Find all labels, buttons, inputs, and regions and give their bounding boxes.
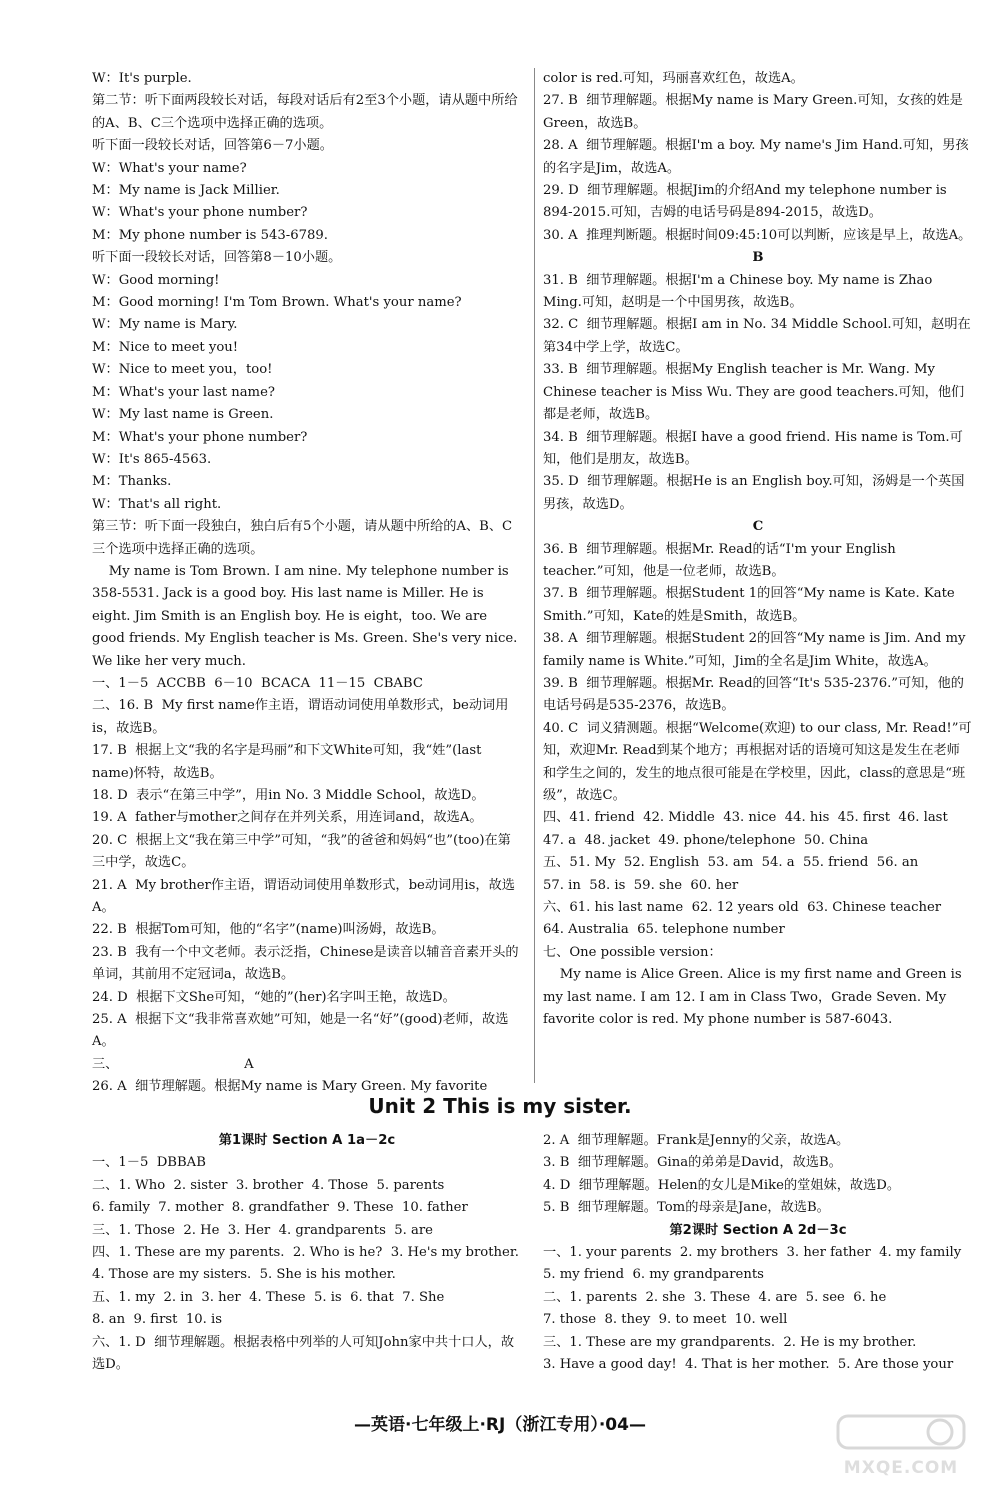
answer-line: 21. A My brother作主语，谓语动词使用单数形式，be动词用is，故选A。 [92,877,515,916]
answer-line: 39. B 细节理解题。根据Mr. Read的回答“It's 535-2376.”可知，他的电话号码是535-2376，故选B。 [543,675,964,714]
answer-line: 8. an 9. first 10. is [92,1312,222,1328]
answer-line: 五、51. My 52. English 53. am 54. a 55. friend 56. an [543,855,919,871]
answer-line: 27. B 细节理解题。根据My name is Mary Green.可知，女孩的姓是Green，故选B。 [543,93,963,131]
lesson-1-answers [92,1152,528,1376]
answer-line: 一、1－5 ACCBB 6－10 BCACA 11－15 CBABC [92,675,423,691]
answer-line: 40. C 词义猜测题。根据“Welcome(欢迎) to our class, Mr. Read!”可知，欢迎Mr. Read到某个地方；再根据对话的语境可知这是发生在老师和学生之间的，发生的地点很可能是在学校里，因此，class的意思是“班级”，故选C。 [543,720,972,803]
lesson-2-answers [543,1242,973,1376]
answer-line: 2. A 细节理解题。Frank是Jenny的父亲，故选A。 [543,1133,850,1148]
answer-line: W：That's all right. [92,496,222,512]
answer-line: M：Thanks. [92,474,172,490]
answer-line: 28. A 细节理解题。根据I'm a boy. My name's Jim Hand.可知，男孩的名字是Jim，故选A。 [543,138,969,176]
answer-line: B [752,250,764,266]
answer-line: 七、One possible version： [543,944,722,960]
bottom-left-column [92,1130,528,1376]
answer-line: 5. B 细节理解题。Tom的母亲是Jane，故选B。 [543,1200,830,1216]
watermark-logo-icon [836,1412,966,1452]
answer-line: 22. B 根据Tom可知，他的“名字”(name)叫汤姆，故选B。 [92,922,445,938]
answer-line: My name is Tom Brown. I am nine. My telephone number is 358-5531. Jack is a good boy. His last name is Miller. He is eight. Jim Smith is an English boy. He is eight，too. We are good friends. My English teacher is Ms. Green. She's very nice. We like her very much. [92,563,522,669]
answer-line: 第三节：听下面一段独白，独白后有5个小题，请从题中所给的A、B、C三个选项中选择正确的选项。 [92,519,513,557]
answer-line: W：It's purple. [92,71,192,86]
answer-line: 31. B 细节理解题。根据I'm a Chinese boy. My name is Zhao Ming.可知，赵明是一个中国男孩，故选B。 [543,272,937,311]
answer-line: 36. B 细节理解题。根据Mr. Read的话“I'm your English teacher.”可知，他是一位老师，故选B。 [543,541,901,579]
lesson-1-answers-continued [543,1130,973,1220]
answer-line: 一、1. your parents 2. my brothers 3. her father 4. my family [543,1245,962,1261]
answer-line: My name is Alice Green. Alice is my first name and Green is my last name. I am 12. I am in Class Two，Grade Seven. My favorite color is red. My phone number is 587-6043. [543,967,966,1028]
answer-line: 六、61. his last name 62. 12 years old 63. Chinese teacher [543,900,942,916]
answer-line: 35. D 细节理解题。根据He is an English boy.可知，汤姆是一个英国男孩，故选D。 [543,474,965,512]
answer-line: 37. B 细节理解题。根据Student 1的回答“My name is Kate. Kate Smith.”可知，Kate的姓是Smith，故选B。 [543,586,959,624]
watermark [826,1412,976,1480]
answer-line: 38. A 细节理解题。根据Student 2的回答“My name is Jim. And my family name is White.”可知，Jim的全名是Jim White，故选A。 [543,631,970,669]
answer-line: 二、1. Who 2. sister 3. brother 4. Those 5. parents [92,1177,445,1193]
answer-line: 三、 A [92,1056,254,1072]
bottom-right-column [543,1130,973,1376]
answer-line: M：My phone number is 543-6789. [92,227,328,243]
answer-line: 二、1. parents 2. she 3. These 4. are 5. see 6. he [543,1289,887,1305]
unit-title: Unit 2 This is my sister. [368,1094,632,1118]
answer-line: 26. A 细节理解题。根据My name is Mary Green. My favorite [92,1079,488,1095]
answer-line: 33. B 细节理解题。根据My English teacher is Mr. Wang. My Chinese teacher is Miss Wu. They are good teachers.可知，他们都是老师，故选B。 [543,362,965,423]
column-divider [534,68,535,1083]
answer-line: color is red.可知，玛丽喜欢红色，故选A。 [543,71,804,86]
answer-line: 64. Australia 65. telephone number [543,922,785,938]
answer-line: W：My name is Mary. [92,317,238,333]
answer-line: 32. C 细节理解题。根据I am in No. 34 Middle School.可知，赵明在第34中学上学，故选C。 [543,317,971,355]
answer-line: M：Nice to meet you! [92,339,239,355]
answer-line: 6. family 7. mother 8. grandfather 9. These 10. father [92,1200,468,1216]
answer-line: 二、16. B My first name作主语，谓语动词使用单数形式，be动词用is，故选B。 [92,698,509,736]
answer-line: 24. D 根据下文She可知，“她的”(her)名字叫王艳，故选D。 [92,989,456,1005]
answer-line: 五、1. my 2. in 3. her 4. These 5. is 6. that 7. She [92,1289,445,1305]
answer-line: M：Good morning! I'm Tom Brown. What's your name? [92,295,462,311]
left-column [92,68,522,1099]
answer-line: 29. D 细节理解题。根据Jim的介绍And my telephone number is 894-2015.可知，吉姆的电话号码是894-2015，故选D。 [543,183,951,221]
answer-line: 18. D 表示“在第三中学”，用in No. 3 Middle School，故选D。 [92,788,485,803]
page-footer: —英语·七年级上·RJ（浙江专用）·04— [354,1415,646,1435]
answer-line: 34. B 细节理解题。根据I have a good friend. His name is Tom.可知，他们是朋友，故选B。 [543,429,963,467]
answer-line: 20. C 根据上文“我在第三中学”可知，“我”的爸爸和妈妈“也”(too)在第三中学，故选C。 [92,832,511,871]
answer-line: W：What's your phone number? [92,205,308,221]
answer-line: M：What's your last name? [92,384,275,400]
answer-line: 六、1. D 细节理解题。根据表格中列举的人可知John家中共十口人，故选D。 [92,1334,515,1373]
lesson-2-heading: 第2课时 Section A 2d－3c [669,1222,847,1238]
answer-line: 4. D 细节理解题。Helen的女儿是Mike的堂姐妹，故选D。 [543,1177,901,1193]
answer-line: 听下面一段较长对话，回答第8－10小题。 [92,250,342,266]
answer-line: 听下面一段较长对话，回答第6－7小题。 [92,138,333,154]
answer-line: 17. B 根据上文“我的名字是玛丽”和下文White可知，我“姓”(last name)怀特，故选B。 [92,743,486,781]
answer-line: 四、1. These are my parents. 2. Who is he? 3. He's my brother. 4. Those are my sisters. 5. She is his mother. [92,1245,528,1283]
answer-line: 25. A 根据下文“我非常喜欢她”可知，她是一名“好”(good)老师，故选A。 [92,1012,509,1050]
answer-line: C [752,519,764,535]
answer-line: 3. B 细节理解题。Gina的弟弟是David，故选B。 [543,1155,842,1171]
answer-line: 三、1. These are my grandparents. 2. He is my brother. [543,1334,917,1350]
answer-line: M：What's your phone number? [92,429,308,445]
answer-line: W：It's 865-4563. [92,451,212,467]
answer-line: 四、41. friend 42. Middle 43. nice 44. his 45. first 46. last [543,810,948,826]
answer-line: W：Good morning! [92,272,220,288]
answer-line: 5. my friend 6. my grandparents [543,1267,764,1283]
answer-line: 一、1－5 DBBAB [92,1155,206,1171]
answer-line: 第二节：听下面两段较长对话，每段对话后有2至3个小题，请从题中所给的A、B、C三个选项中选择正确的选项。 [92,93,518,131]
answer-line: 三、1. Those 2. He 3. Her 4. grandparents 5. are [92,1222,433,1238]
watermark-text: MXQE.COM [843,1458,959,1478]
answer-line: 23. B 我有一个中文老师。表示泛指，Chinese是读音以辅音音素开头的单词，其前用不定冠词a，故选B。 [92,944,519,983]
lesson-1-heading: 第1课时 Section A 1a－2c [218,1133,396,1148]
answer-line: 57. in 58. is 59. she 60. her [543,877,739,893]
answer-line: W：Nice to meet you，too! [92,362,273,378]
answer-line: 47. a 48. jacket 49. phone/telephone 50. China [543,832,869,848]
answer-line: 7. those 8. they 9. to meet 10. well [543,1312,788,1328]
answer-line: 19. A father与mother之间存在并列关系，用连词and，故选A。 [92,810,483,826]
answer-line: W：What's your name? [92,160,247,176]
answer-line: M：My name is Jack Millier. [92,183,280,199]
right-column [543,68,973,1031]
answer-line: W：My last name is Green. [92,407,274,423]
answer-line: 3. Have a good day! 4. That is her mother. 5. Are those your [543,1357,954,1373]
answer-line: 30. A 推理判断题。根据时间09:45:10可以判断，应该是早上，故选A。 [543,227,972,243]
